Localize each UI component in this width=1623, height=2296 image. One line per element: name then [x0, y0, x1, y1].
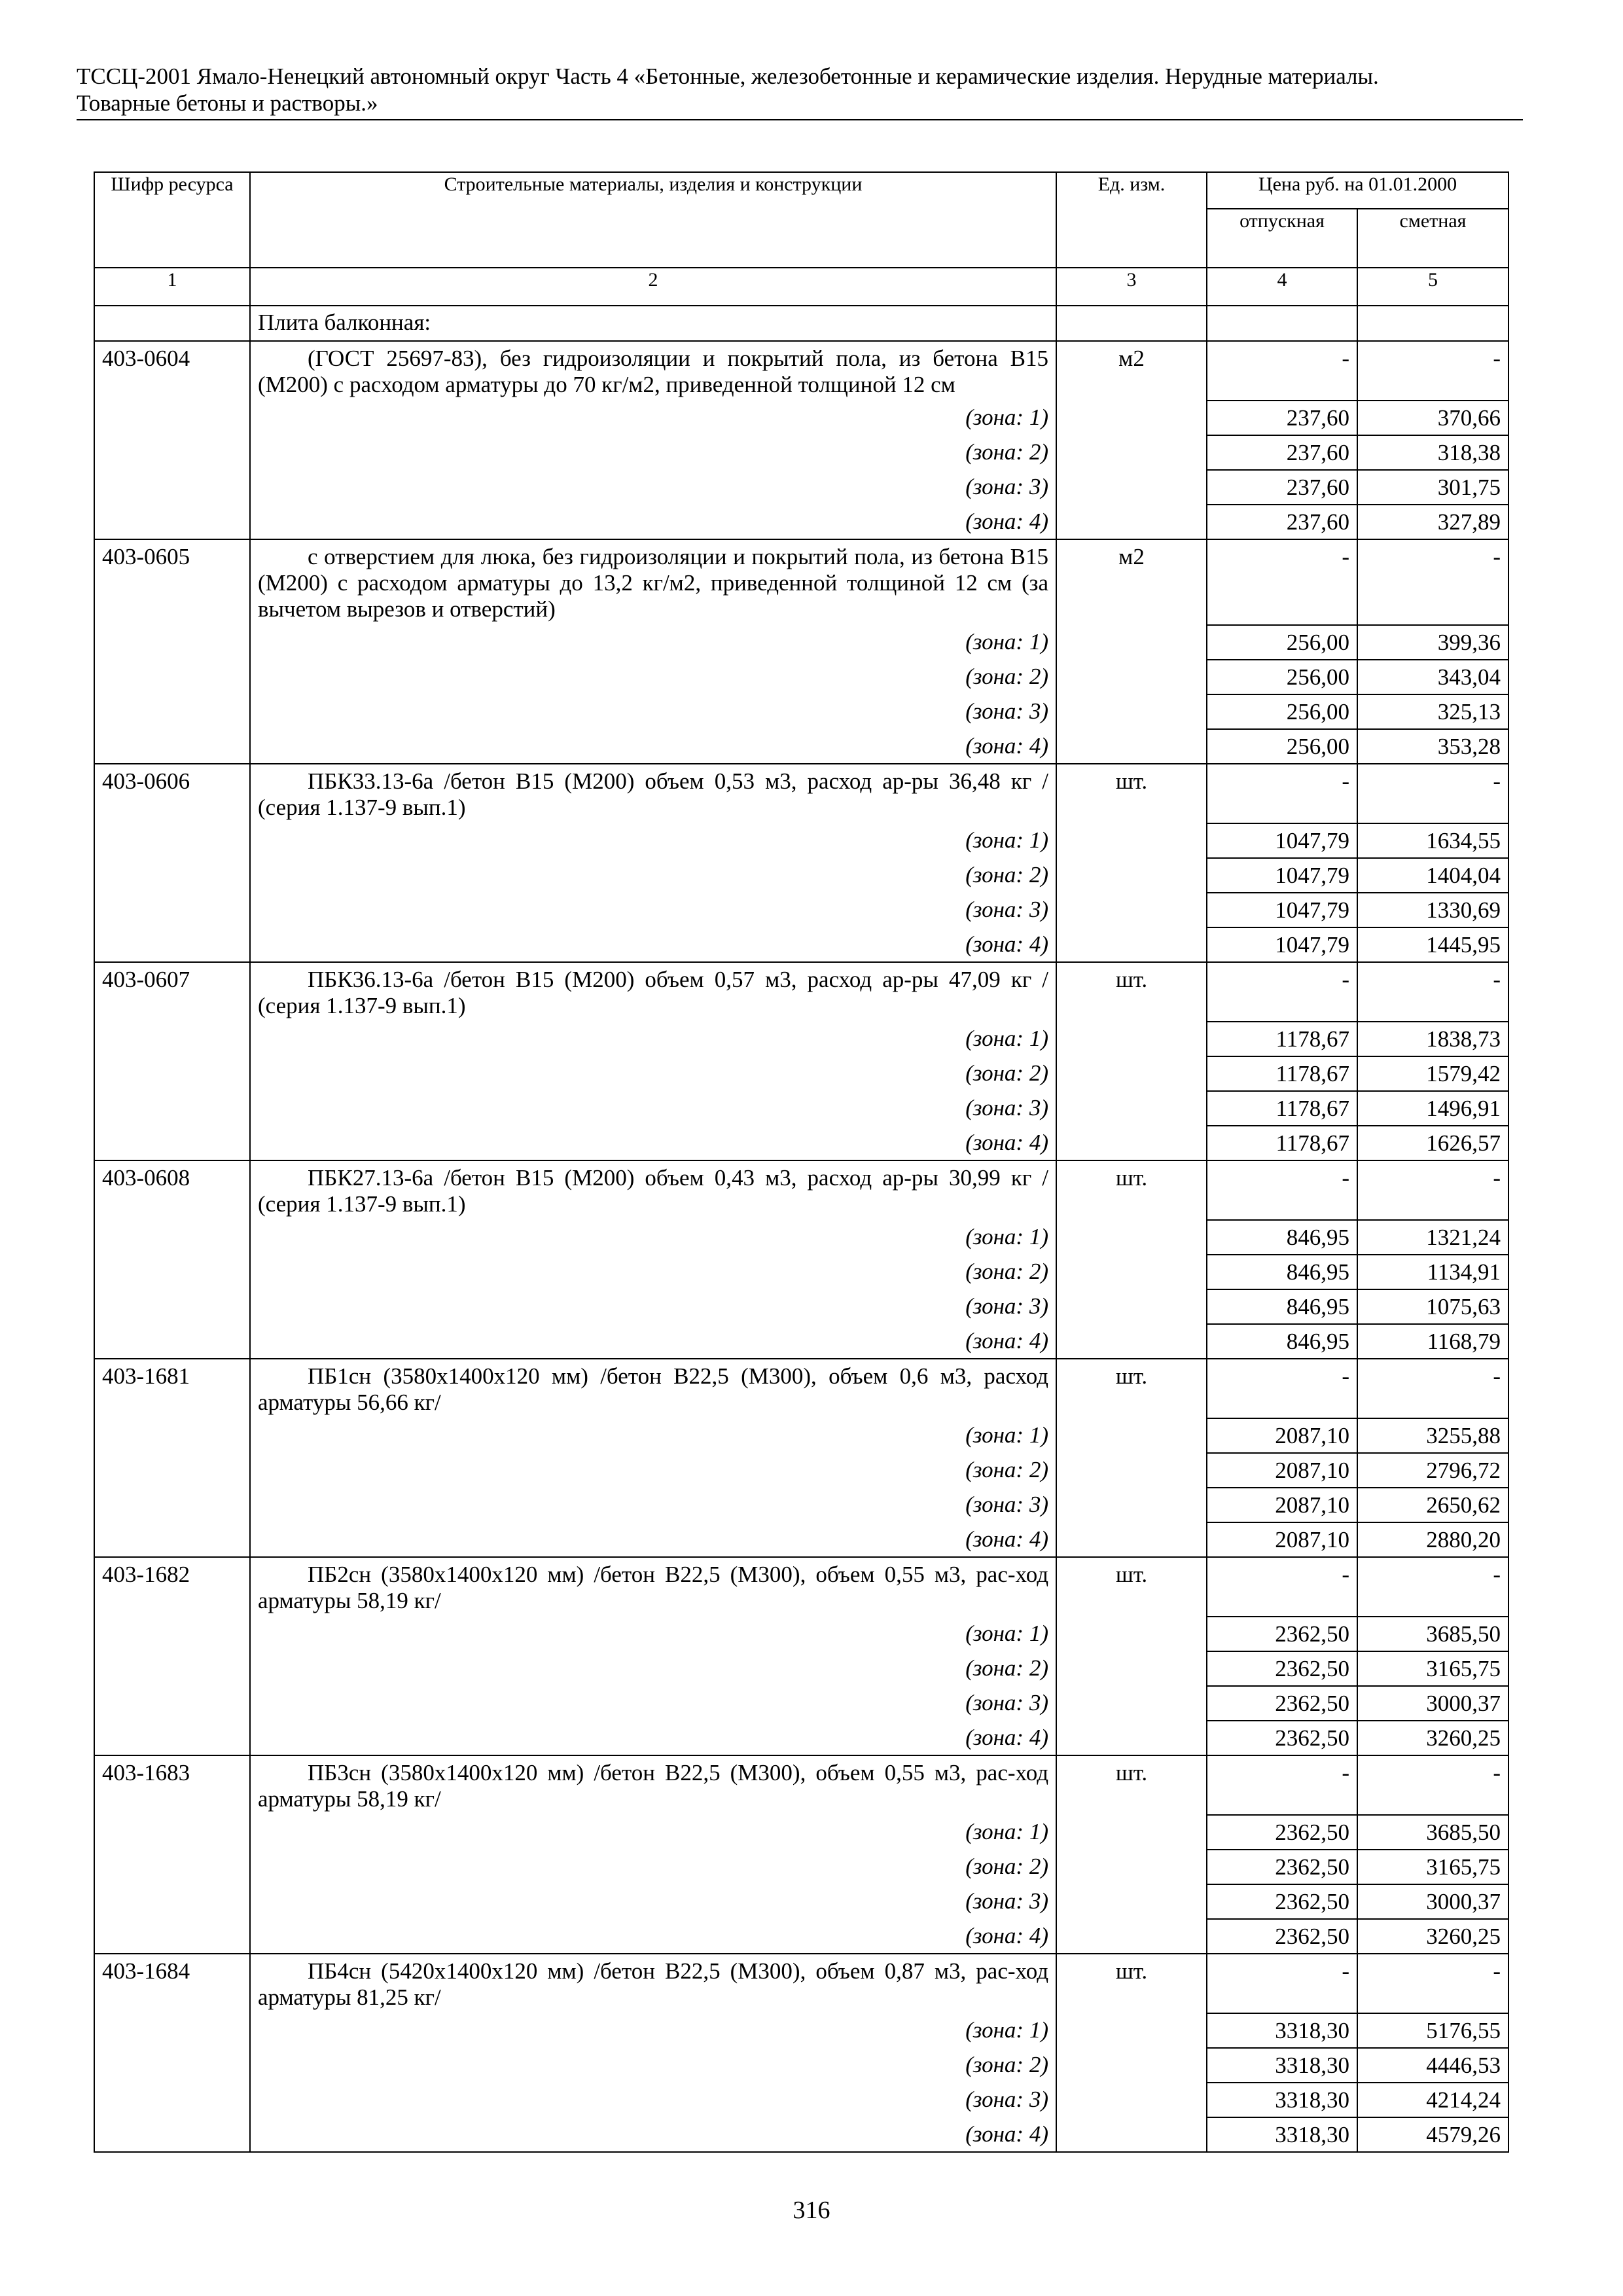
page-number: 316 — [793, 2197, 830, 2224]
empty-cell — [94, 858, 250, 893]
zone-label: (зона: 1) — [250, 401, 1056, 435]
release-price: - — [1207, 341, 1357, 401]
zone-row — [94, 401, 1508, 435]
empty-cell — [1056, 1091, 1207, 1126]
zone-label: (зона: 3) — [250, 1488, 1056, 1522]
zone-release-price: 2362,50 — [1207, 1919, 1357, 1954]
empty-cell — [1056, 1721, 1207, 1755]
zone-release-price: 846,95 — [1207, 1220, 1357, 1255]
zone-estimate-price: 1634,55 — [1357, 823, 1508, 858]
empty-cell — [1056, 470, 1207, 505]
material-description — [250, 764, 1056, 823]
unit-of-measure: шт. — [1056, 1557, 1207, 1617]
empty-cell — [1056, 1815, 1207, 1850]
empty-cell — [1056, 823, 1207, 858]
empty-cell — [1056, 401, 1207, 435]
unit-of-measure: шт. — [1056, 764, 1207, 823]
zone-release-price: 256,00 — [1207, 694, 1357, 729]
empty-cell — [1056, 729, 1207, 764]
zone-estimate-price: 1134,91 — [1357, 1255, 1508, 1289]
zone-label: (зона: 2) — [250, 1255, 1056, 1289]
empty-cell — [1056, 1850, 1207, 1884]
zone-label: (зона: 1) — [250, 2013, 1056, 2048]
zone-release-price: 2362,50 — [1207, 1651, 1357, 1686]
release-price: - — [1207, 962, 1357, 1022]
col-number: 4 — [1207, 268, 1357, 306]
empty-cell — [94, 893, 250, 927]
zone-estimate-price: 3000,37 — [1357, 1686, 1508, 1721]
zone-row — [94, 729, 1508, 764]
zone-row — [94, 694, 1508, 729]
zone-row — [94, 1721, 1508, 1755]
zone-label: (зона: 2) — [250, 2048, 1056, 2083]
zone-label: (зона: 3) — [250, 1884, 1056, 1919]
empty-cell — [1056, 927, 1207, 962]
zone-label: (зона: 4) — [250, 1721, 1056, 1755]
empty-cell — [1056, 858, 1207, 893]
empty-cell — [94, 927, 250, 962]
empty-cell — [1056, 1255, 1207, 1289]
empty-cell — [94, 401, 250, 435]
zone-row — [94, 2048, 1508, 2083]
zone-estimate-price: 327,89 — [1357, 505, 1508, 539]
resource-code: 403-0606 — [94, 764, 250, 823]
zone-release-price: 1047,79 — [1207, 823, 1357, 858]
empty-cell — [1056, 1488, 1207, 1522]
release-price: - — [1207, 1359, 1357, 1418]
table-row — [94, 1160, 1508, 1220]
estimate-price: - — [1357, 539, 1508, 625]
zone-row — [94, 858, 1508, 893]
zone-row — [94, 1686, 1508, 1721]
empty-cell — [1056, 1522, 1207, 1557]
release-price: - — [1207, 764, 1357, 823]
zone-row — [94, 1453, 1508, 1488]
resource-code: 403-0607 — [94, 962, 250, 1022]
empty-cell — [94, 505, 250, 539]
zone-release-price: 3318,30 — [1207, 2083, 1357, 2117]
zone-row — [94, 1091, 1508, 1126]
zone-release-price: 2362,50 — [1207, 1721, 1357, 1755]
zone-release-price: 2362,50 — [1207, 1617, 1357, 1651]
zone-release-price: 2362,50 — [1207, 1815, 1357, 1850]
zone-label: (зона: 1) — [250, 1022, 1056, 1056]
material-description — [250, 1954, 1056, 2013]
unit-of-measure: шт. — [1056, 962, 1207, 1022]
zone-label: (зона: 3) — [250, 893, 1056, 927]
resource-code: 403-1682 — [94, 1557, 250, 1617]
empty-cell — [1056, 1617, 1207, 1651]
description-text: ПБ2сн (3580х1400х120 мм) /бетон В22,5 (М300), объем 0,55 м3, рас-ход арматуры 58,19 кг/ — [258, 1562, 1048, 1613]
empty-cell — [1056, 1884, 1207, 1919]
empty-cell — [94, 1220, 250, 1255]
zone-row — [94, 1220, 1508, 1255]
zone-estimate-price: 1445,95 — [1357, 927, 1508, 962]
resource-code: 403-0605 — [94, 539, 250, 625]
zone-release-price: 846,95 — [1207, 1324, 1357, 1359]
zone-release-price: 2362,50 — [1207, 1686, 1357, 1721]
zone-release-price: 2087,10 — [1207, 1418, 1357, 1453]
zone-release-price: 2087,10 — [1207, 1453, 1357, 1488]
empty-cell — [94, 1022, 250, 1056]
zone-release-price: 237,60 — [1207, 505, 1357, 539]
resource-code: 403-1683 — [94, 1755, 250, 1815]
zone-row — [94, 1815, 1508, 1850]
zone-estimate-price: 4214,24 — [1357, 2083, 1508, 2117]
zone-estimate-price: 399,36 — [1357, 625, 1508, 660]
zone-row — [94, 1617, 1508, 1651]
empty-cell — [1056, 1022, 1207, 1056]
unit-of-measure: шт. — [1056, 1359, 1207, 1418]
table-row — [94, 341, 1508, 401]
empty-cell — [94, 2048, 250, 2083]
empty-cell — [1056, 1220, 1207, 1255]
zone-estimate-price: 3000,37 — [1357, 1884, 1508, 1919]
zone-row — [94, 1919, 1508, 1954]
zone-estimate-price: 2880,20 — [1357, 1522, 1508, 1557]
zone-release-price: 1047,79 — [1207, 893, 1357, 927]
zone-label: (зона: 2) — [250, 858, 1056, 893]
zone-label: (зона: 3) — [250, 470, 1056, 505]
zone-row — [94, 1056, 1508, 1091]
empty-cell — [1056, 1453, 1207, 1488]
zone-release-price: 3318,30 — [1207, 2013, 1357, 2048]
empty-cell — [94, 435, 250, 470]
empty-cell — [1056, 1324, 1207, 1359]
description-text: с отверстием для люка, без гидроизоляции и покрытий пола, из бетона В15 (М200) с расходом арматуры до 13,2 кг/м2, приведенной толщиной 12 см (за вычетом вырезов и отверстий) — [258, 544, 1048, 622]
zone-release-price: 237,60 — [1207, 470, 1357, 505]
col-header-desc: Строительные материалы, изделия и конструкции — [250, 172, 1056, 268]
empty-cell — [94, 1651, 250, 1686]
empty-cell — [94, 1522, 250, 1557]
empty-cell — [1056, 1126, 1207, 1160]
zone-row — [94, 1884, 1508, 1919]
zone-estimate-price: 1075,63 — [1357, 1289, 1508, 1324]
zone-row — [94, 1651, 1508, 1686]
empty-cell — [94, 2083, 250, 2117]
unit-of-measure: шт. — [1056, 1755, 1207, 1815]
empty-cell — [94, 1289, 250, 1324]
empty-cell — [94, 2117, 250, 2152]
material-description — [250, 1557, 1056, 1617]
zone-estimate-price: 2650,62 — [1357, 1488, 1508, 1522]
zone-row — [94, 1022, 1508, 1056]
zone-label: (зона: 3) — [250, 1091, 1056, 1126]
release-price: - — [1207, 1755, 1357, 1815]
zone-estimate-price: 1838,73 — [1357, 1022, 1508, 1056]
empty-cell — [94, 1721, 250, 1755]
zone-row — [94, 1488, 1508, 1522]
empty-cell — [1056, 1289, 1207, 1324]
empty-cell — [94, 470, 250, 505]
zone-release-price: 256,00 — [1207, 660, 1357, 694]
table-row — [94, 1557, 1508, 1617]
release-price: - — [1207, 539, 1357, 625]
col-header-unit: Ед. изм. — [1056, 172, 1207, 268]
empty-cell — [1056, 1686, 1207, 1721]
unit-of-measure: м2 — [1056, 539, 1207, 625]
empty-cell — [1056, 1651, 1207, 1686]
zone-release-price: 1047,79 — [1207, 927, 1357, 962]
estimate-price: - — [1357, 1954, 1508, 2013]
zone-row — [94, 2117, 1508, 2152]
zone-label: (зона: 2) — [250, 660, 1056, 694]
zone-label: (зона: 1) — [250, 823, 1056, 858]
zone-label: (зона: 3) — [250, 2083, 1056, 2117]
zone-estimate-price: 4446,53 — [1357, 2048, 1508, 2083]
empty-cell — [94, 823, 250, 858]
material-description — [250, 341, 1056, 401]
unit-of-measure: шт. — [1056, 1954, 1207, 2013]
col-header-price: Цена руб. на 01.01.2000 — [1207, 172, 1508, 209]
zone-row — [94, 1289, 1508, 1324]
table-row — [94, 764, 1508, 823]
empty-cell — [1056, 625, 1207, 660]
zone-release-price: 846,95 — [1207, 1289, 1357, 1324]
col-header-release: отпускная — [1207, 209, 1357, 268]
zone-row — [94, 893, 1508, 927]
zone-estimate-price: 3260,25 — [1357, 1721, 1508, 1755]
section-row — [94, 306, 1508, 341]
col-number: 5 — [1357, 268, 1508, 306]
col-number: 2 — [250, 268, 1056, 306]
empty-cell — [1056, 505, 1207, 539]
empty-cell — [94, 1126, 250, 1160]
price-table — [94, 171, 1509, 2153]
empty-cell — [94, 660, 250, 694]
zone-estimate-price: 3260,25 — [1357, 1919, 1508, 1954]
empty-cell — [1056, 2048, 1207, 2083]
zone-estimate-price: 343,04 — [1357, 660, 1508, 694]
empty-cell — [94, 729, 250, 764]
empty-cell — [94, 1056, 250, 1091]
description-text: ПБ4сн (5420х1400х120 мм) /бетон В22,5 (М300), объем 0,87 м3, рас-ход арматуры 81,25 кг/ — [258, 1958, 1048, 2010]
zone-release-price: 237,60 — [1207, 401, 1357, 435]
zone-release-price: 237,60 — [1207, 435, 1357, 470]
material-description — [250, 1755, 1056, 1815]
release-price: - — [1207, 1954, 1357, 2013]
zone-row — [94, 2083, 1508, 2117]
zone-row — [94, 1418, 1508, 1453]
zone-estimate-price: 3165,75 — [1357, 1651, 1508, 1686]
zone-label: (зона: 2) — [250, 435, 1056, 470]
zone-row — [94, 823, 1508, 858]
zone-label: (зона: 1) — [250, 1220, 1056, 1255]
zone-label: (зона: 4) — [250, 1324, 1056, 1359]
zone-estimate-price: 1626,57 — [1357, 1126, 1508, 1160]
empty-cell — [94, 1919, 250, 1954]
zone-estimate-price: 3685,50 — [1357, 1617, 1508, 1651]
empty-cell — [94, 1884, 250, 1919]
zone-estimate-price: 1496,91 — [1357, 1091, 1508, 1126]
zone-release-price: 1047,79 — [1207, 858, 1357, 893]
description-text: ПБ3сн (3580х1400х120 мм) /бетон В22,5 (М300), объем 0,55 м3, рас-ход арматуры 58,19 кг/ — [258, 1760, 1048, 1812]
table-row — [94, 539, 1508, 625]
zone-release-price: 3318,30 — [1207, 2117, 1357, 2152]
zone-estimate-price: 3255,88 — [1357, 1418, 1508, 1453]
resource-code: 403-0608 — [94, 1160, 250, 1220]
empty-cell — [1056, 2083, 1207, 2117]
zone-release-price: 1178,67 — [1207, 1056, 1357, 1091]
zone-label: (зона: 3) — [250, 1289, 1056, 1324]
zone-estimate-price: 318,38 — [1357, 435, 1508, 470]
zone-label: (зона: 2) — [250, 1850, 1056, 1884]
zone-label: (зона: 4) — [250, 927, 1056, 962]
col-number: 3 — [1056, 268, 1207, 306]
zone-label: (зона: 2) — [250, 1651, 1056, 1686]
zone-label: (зона: 1) — [250, 625, 1056, 660]
zone-label: (зона: 1) — [250, 1418, 1056, 1453]
empty-cell — [94, 694, 250, 729]
estimate-price: - — [1357, 764, 1508, 823]
empty-cell — [94, 1686, 250, 1721]
empty-cell — [94, 1418, 250, 1453]
empty-cell — [1056, 893, 1207, 927]
empty-cell — [1056, 435, 1207, 470]
empty-cell — [94, 1453, 250, 1488]
zone-label: (зона: 1) — [250, 1815, 1056, 1850]
resource-code: 403-1681 — [94, 1359, 250, 1418]
material-description — [250, 1359, 1056, 1418]
estimate-price: - — [1357, 1755, 1508, 1815]
zone-estimate-price: 1168,79 — [1357, 1324, 1508, 1359]
zone-estimate-price: 353,28 — [1357, 729, 1508, 764]
zone-release-price: 1178,67 — [1207, 1126, 1357, 1160]
zone-release-price: 846,95 — [1207, 1255, 1357, 1289]
zone-row — [94, 470, 1508, 505]
table-row — [94, 1954, 1508, 2013]
zone-estimate-price: 4579,26 — [1357, 2117, 1508, 2152]
empty-cell — [94, 2013, 250, 2048]
zone-label: (зона: 4) — [250, 2117, 1056, 2152]
zone-label: (зона: 4) — [250, 505, 1056, 539]
zone-row — [94, 660, 1508, 694]
zone-row — [94, 1324, 1508, 1359]
zone-label: (зона: 4) — [250, 729, 1056, 764]
zone-label: (зона: 3) — [250, 694, 1056, 729]
zone-label: (зона: 3) — [250, 1686, 1056, 1721]
page-header — [77, 63, 1523, 120]
empty-cell — [1056, 2013, 1207, 2048]
resource-code: 403-1684 — [94, 1954, 250, 2013]
zone-estimate-price: 325,13 — [1357, 694, 1508, 729]
zone-estimate-price: 1321,24 — [1357, 1220, 1508, 1255]
zone-estimate-price: 301,75 — [1357, 470, 1508, 505]
description-text: ПБК27.13-6а /бетон В15 (М200) объем 0,43 м3, расход ар-ры 30,99 кг / (серия 1.137-9 вып.1) — [258, 1165, 1048, 1217]
table-row — [94, 1755, 1508, 1815]
empty-cell — [94, 1850, 250, 1884]
unit-of-measure: м2 — [1056, 341, 1207, 401]
estimate-price: - — [1357, 1160, 1508, 1220]
col-number: 1 — [94, 268, 250, 306]
description-text: ПБК36.13-6а /бетон В15 (М200) объем 0,57 м3, расход ар-ры 47,09 кг / (серия 1.137-9 вып.1) — [258, 967, 1048, 1018]
header-line-2: Товарные бетоны и растворы.» — [77, 90, 378, 116]
col-header-code: Шифр ресурса — [94, 172, 250, 268]
description-text: (ГОСТ 25697-83), без гидроизоляции и покрытий пола, из бетона В15 (М200) с расходом арматуры до 70 кг/м2, приведенной толщиной 12 см — [258, 346, 1048, 397]
zone-label: (зона: 2) — [250, 1056, 1056, 1091]
zone-estimate-price: 2796,72 — [1357, 1453, 1508, 1488]
zone-label: (зона: 2) — [250, 1453, 1056, 1488]
empty-cell — [1056, 1056, 1207, 1091]
zone-estimate-price: 370,66 — [1357, 401, 1508, 435]
zone-row — [94, 505, 1508, 539]
zone-release-price: 1178,67 — [1207, 1091, 1357, 1126]
zone-estimate-price: 1404,04 — [1357, 858, 1508, 893]
estimate-price: - — [1357, 1359, 1508, 1418]
zone-row — [94, 625, 1508, 660]
empty-cell — [1056, 694, 1207, 729]
material-description — [250, 539, 1056, 625]
zone-row — [94, 1255, 1508, 1289]
material-description — [250, 962, 1056, 1022]
estimate-price: - — [1357, 962, 1508, 1022]
zone-label: (зона: 1) — [250, 1617, 1056, 1651]
zone-release-price: 2362,50 — [1207, 1884, 1357, 1919]
description-text: ПБ1сн (3580х1400х120 мм) /бетон В22,5 (М300), объем 0,6 м3, расход арматуры 56,66 кг/ — [258, 1363, 1048, 1415]
zone-estimate-price: 3685,50 — [1357, 1815, 1508, 1850]
estimate-price: - — [1357, 1557, 1508, 1617]
estimate-price: - — [1357, 341, 1508, 401]
empty-cell — [1056, 660, 1207, 694]
release-price: - — [1207, 1557, 1357, 1617]
header-line-1: ТССЦ-2001 Ямало-Ненецкий автономный округ Часть 4 «Бетонные, железобетонные и керамические изделия. Нерудные материалы. — [77, 63, 1379, 89]
empty-cell — [1056, 1418, 1207, 1453]
empty-cell — [94, 625, 250, 660]
empty-cell — [94, 1617, 250, 1651]
empty-cell — [1056, 2117, 1207, 2152]
zone-label: (зона: 4) — [250, 1919, 1056, 1954]
empty-cell — [94, 1324, 250, 1359]
zone-row — [94, 2013, 1508, 2048]
table-row — [94, 1359, 1508, 1418]
empty-cell — [94, 1091, 250, 1126]
zone-label: (зона: 4) — [250, 1126, 1056, 1160]
col-header-estimate: сметная — [1357, 209, 1508, 268]
zone-release-price: 2087,10 — [1207, 1488, 1357, 1522]
zone-row — [94, 1522, 1508, 1557]
zone-release-price: 2362,50 — [1207, 1850, 1357, 1884]
zone-release-price: 3318,30 — [1207, 2048, 1357, 2083]
section-title: Плита балконная: — [250, 306, 1056, 341]
zone-row — [94, 927, 1508, 962]
zone-row — [94, 435, 1508, 470]
unit-of-measure: шт. — [1056, 1160, 1207, 1220]
zone-estimate-price: 3165,75 — [1357, 1850, 1508, 1884]
material-description — [250, 1160, 1056, 1220]
empty-cell — [94, 1255, 250, 1289]
zone-row — [94, 1850, 1508, 1884]
zone-label: (зона: 4) — [250, 1522, 1056, 1557]
description-text: ПБК33.13-6а /бетон В15 (М200) объем 0,53 м3, расход ар-ры 36,48 кг / (серия 1.137-9 вып.1) — [258, 768, 1048, 820]
zone-release-price: 2087,10 — [1207, 1522, 1357, 1557]
zone-release-price: 256,00 — [1207, 625, 1357, 660]
empty-cell — [1056, 1919, 1207, 1954]
zone-row — [94, 1126, 1508, 1160]
zone-release-price: 1178,67 — [1207, 1022, 1357, 1056]
zone-estimate-price: 1579,42 — [1357, 1056, 1508, 1091]
empty-cell — [94, 1488, 250, 1522]
table-row — [94, 962, 1508, 1022]
resource-code: 403-0604 — [94, 341, 250, 401]
empty-cell — [94, 1815, 250, 1850]
zone-release-price: 256,00 — [1207, 729, 1357, 764]
release-price: - — [1207, 1160, 1357, 1220]
zone-estimate-price: 5176,55 — [1357, 2013, 1508, 2048]
zone-estimate-price: 1330,69 — [1357, 893, 1508, 927]
